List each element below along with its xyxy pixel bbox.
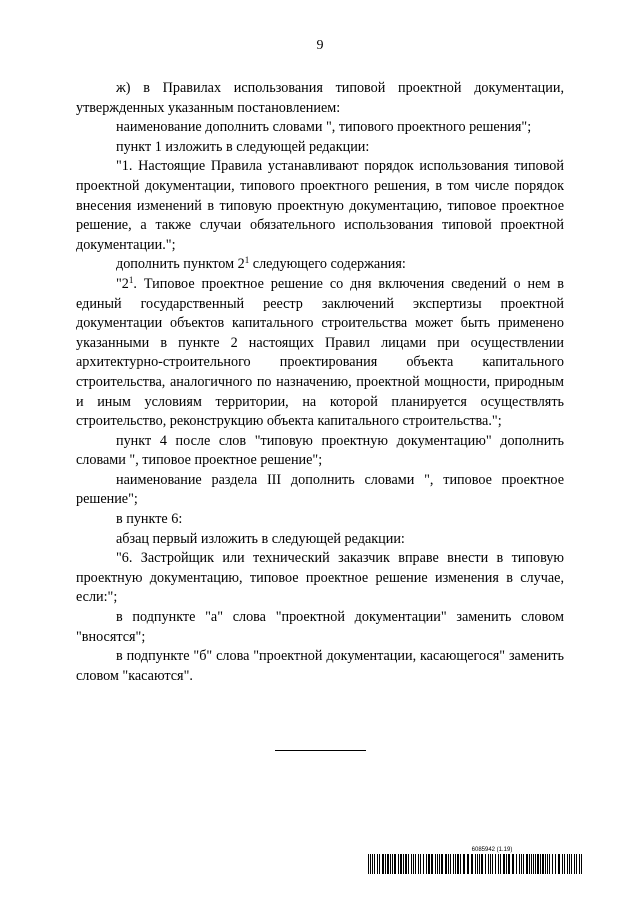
barcode-bar	[549, 854, 550, 874]
barcode-bar	[372, 854, 373, 874]
barcode-bar	[387, 854, 389, 874]
barcode-bar	[377, 854, 378, 874]
footer-divider	[275, 750, 366, 751]
barcode-bar	[441, 854, 443, 874]
barcode-bar	[564, 854, 565, 874]
barcode-bar	[529, 854, 530, 874]
barcode-bar	[408, 854, 409, 874]
paragraph-text: "2	[116, 275, 129, 292]
barcode-bar	[457, 854, 459, 874]
barcode-bar	[552, 854, 553, 874]
barcode-bar	[405, 854, 407, 874]
barcode-bar	[477, 854, 478, 874]
paragraph: "1. Настоящие Правила устанавливают порядок использования типовой проектной документации, типового проектного решения, в том числе порядок внесения изменений в типовую проектную документацию, типовое проектное решение, а также случаи обязательного использования типовой проектной документации.";	[76, 158, 564, 253]
barcode-bar	[574, 854, 575, 874]
barcode-bar	[508, 854, 510, 874]
barcode-bar	[420, 854, 421, 874]
barcode-bar	[448, 854, 449, 874]
barcode-bar	[495, 854, 496, 874]
barcode-bar	[540, 854, 541, 874]
barcode-bar	[519, 854, 520, 874]
barcode-bar	[498, 854, 499, 874]
barcode-bar	[571, 854, 572, 874]
barcode-bar	[394, 854, 396, 874]
barcode-bar	[500, 854, 501, 874]
barcode-bar	[523, 854, 524, 874]
barcode-bar	[415, 854, 416, 874]
barcode-bar	[413, 854, 414, 874]
barcode-bar	[545, 854, 546, 874]
paragraph-text: дополнить пунктом 2	[116, 256, 245, 273]
barcode-bar	[537, 854, 539, 874]
barcode-bar	[576, 854, 577, 874]
barcode-bar	[467, 854, 469, 874]
barcode-bar	[428, 854, 430, 874]
paragraph: пункт 1 изложить в следующей редакции:	[116, 138, 370, 155]
barcode-bar	[579, 854, 580, 874]
barcode-bar	[555, 854, 556, 874]
barcode-bar	[471, 854, 473, 874]
barcode-bar	[535, 854, 536, 874]
barcode-bar	[531, 854, 532, 874]
paragraph: в подпункте "а" слова "проектной документации" заменить словом "вносятся";	[76, 609, 564, 645]
barcode-bar	[374, 854, 375, 874]
barcode-bar	[368, 854, 369, 874]
barcode-bar	[455, 854, 456, 874]
barcode-bar	[437, 854, 438, 874]
paragraph: наименование дополнить словами ", типового проектного решения";	[116, 119, 532, 136]
paragraph-text: следующего содержания:	[249, 256, 406, 273]
barcode-bar	[382, 854, 384, 874]
barcode-bar	[558, 854, 560, 874]
paragraph: в пункте 6:	[116, 511, 183, 528]
barcode-graphic	[368, 854, 586, 874]
barcode-bar	[435, 854, 436, 874]
paragraph: "6. Застройщик или технический заказчик вправе внести в типовую проектную документацию, типовое проектное решение изменения в случае, если:";	[76, 550, 564, 606]
barcode-bar	[431, 854, 433, 874]
barcode-bar	[542, 854, 544, 874]
barcode-bar	[418, 854, 419, 874]
barcode-bar	[385, 854, 386, 874]
barcode-bar	[392, 854, 393, 874]
barcode-bar	[453, 854, 454, 874]
paragraph: наименование раздела III дополнить словами ", типовое проектное решение";	[76, 471, 564, 508]
barcode-bar	[370, 854, 371, 874]
barcode-bar	[475, 854, 476, 874]
barcode-bar	[426, 854, 427, 874]
document-code: 6085942 (1.19)	[471, 847, 513, 853]
barcode-bar	[488, 854, 489, 874]
barcode-bar	[450, 854, 451, 874]
paragraph: пункт 4 после слов "типовую проектную документацию" дополнить словами ", типовое проектное решение";	[76, 432, 564, 469]
barcode-bar	[492, 854, 493, 874]
barcode-bar	[490, 854, 491, 874]
barcode-bar	[411, 854, 412, 874]
barcode-bar	[445, 854, 447, 874]
barcode-bar	[400, 854, 402, 874]
barcode-bar	[547, 854, 548, 874]
page-number: 9	[316, 38, 324, 53]
barcode-bar	[521, 854, 522, 874]
barcode-bar	[567, 854, 568, 874]
paragraph: ж) в Правилах использования типовой проектной документации, утвержденных указанным постановлением:	[76, 80, 564, 116]
paragraph	[76, 275, 564, 432]
barcode-bar	[581, 854, 582, 874]
barcode-bar	[398, 854, 399, 874]
barcode-bar	[506, 854, 507, 874]
paragraph: абзац первый изложить в следующей редакции:	[116, 530, 405, 547]
barcode-bar	[379, 854, 380, 874]
barcode-bar	[403, 854, 404, 874]
barcode-bar	[423, 854, 424, 874]
barcode-bar	[481, 854, 483, 874]
barcode-bar	[479, 854, 480, 874]
paragraph-text: . Типовое проектное решение со дня включения сведений о нем в единый государственный реестр заключений экспертизы проектной документации объектов капитального строительства может быть применено указанными в пункте 2 настоящих Правил лицами при осуществлении архитектурно-строительного проектирования объекта капитального строительства, аналогичного по назначению, проектной мощности, природным и иным условиям территории, на которой планируется осуществлять строительство, реконструкцию объекта капитального строительства.";	[76, 275, 564, 430]
barcode-bar	[460, 854, 461, 874]
barcode-bar	[503, 854, 505, 874]
barcode-bar	[390, 854, 391, 874]
document-body	[76, 79, 564, 686]
superscript: 1	[244, 255, 250, 266]
barcode-bar	[526, 854, 528, 874]
barcode-bar	[485, 854, 486, 874]
superscript: 1	[128, 274, 134, 285]
paragraph: в подпункте "б" слова "проектной документации, касающегося" заменить словом "касаются".	[76, 648, 564, 684]
barcode-bar	[439, 854, 440, 874]
barcode-bar	[533, 854, 534, 874]
barcode-bar	[512, 854, 514, 874]
paragraph	[76, 255, 564, 275]
barcode-bar	[463, 854, 465, 874]
barcode-bar	[569, 854, 570, 874]
barcode-bar	[516, 854, 517, 874]
barcode-bar	[562, 854, 563, 874]
